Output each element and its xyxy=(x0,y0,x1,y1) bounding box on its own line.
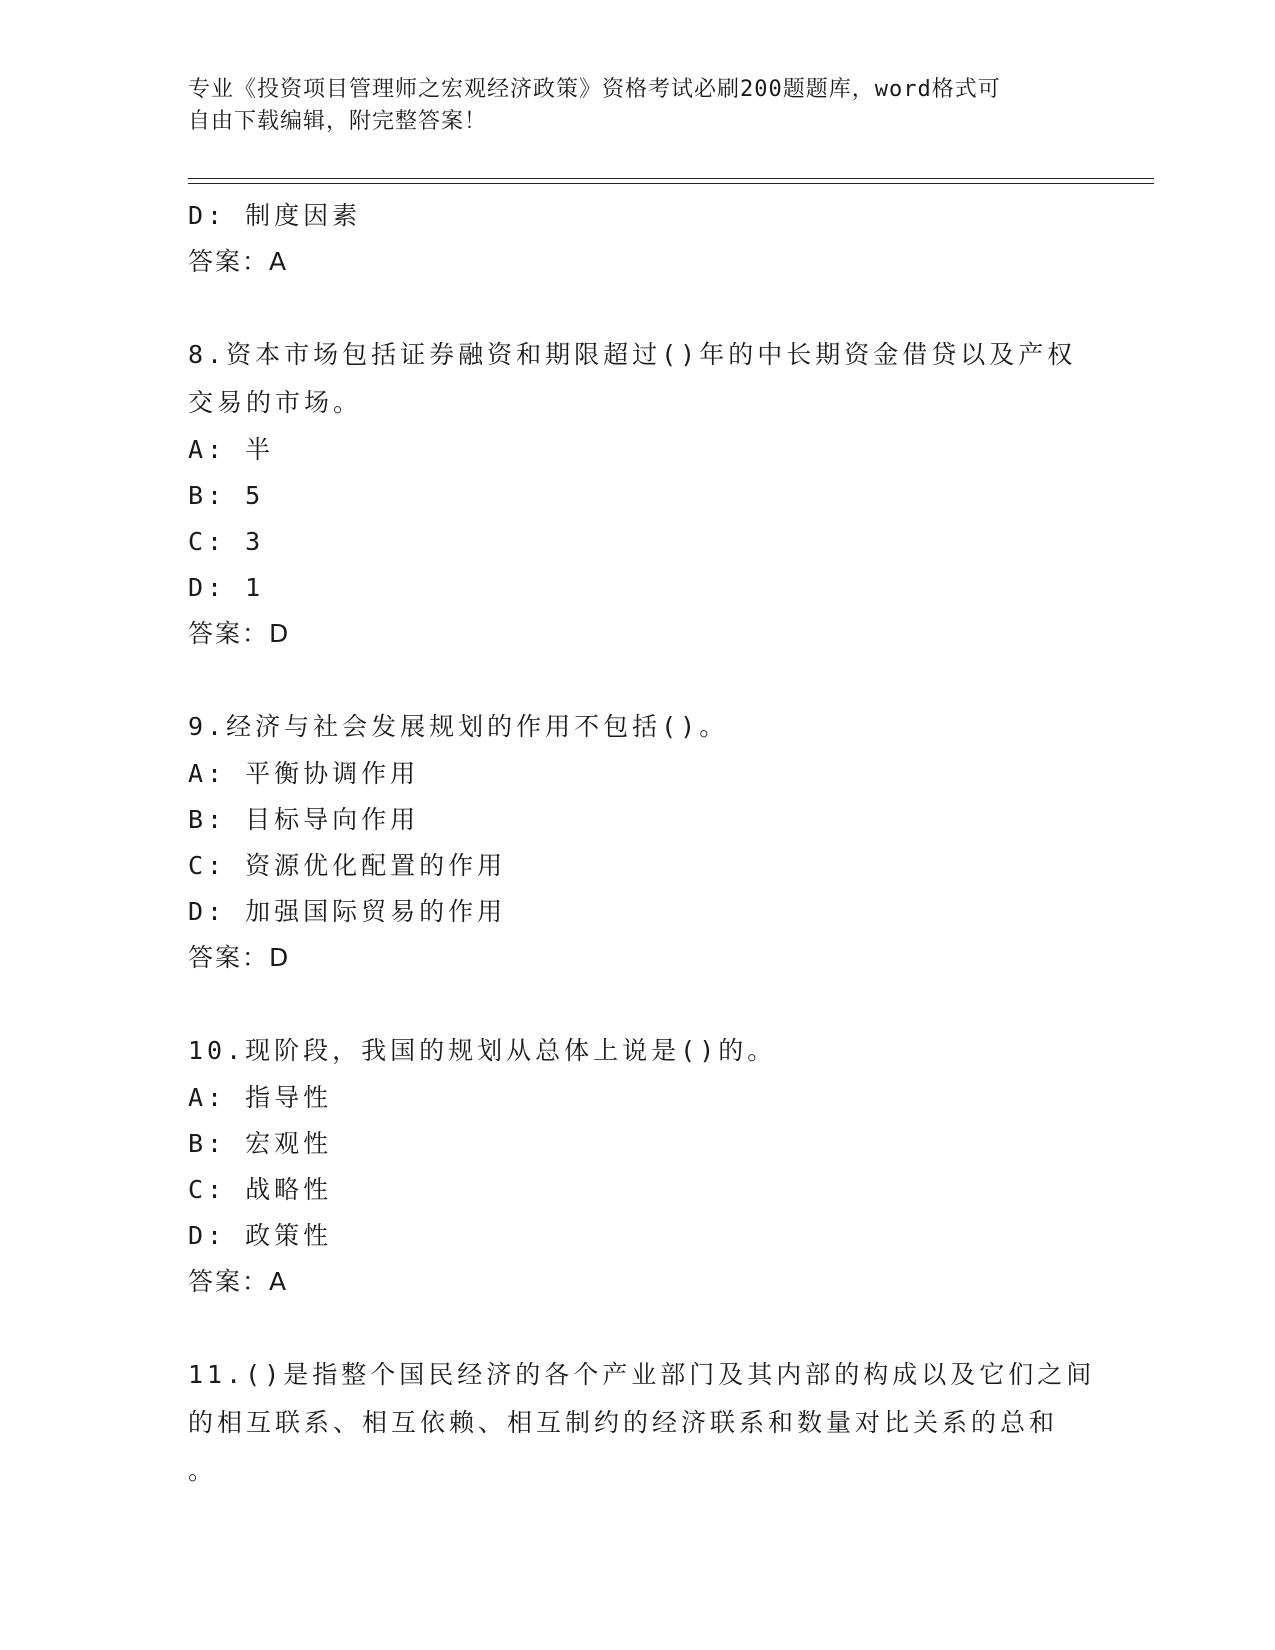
question-stem-line: 9.经济与社会发展规划的作用不包括()。 xyxy=(188,712,729,741)
option-a: A: 半 xyxy=(188,435,275,464)
question-stem-line: 8.资本市场包括证券融资和期限超过()年的中长期资金借贷以及产权 xyxy=(188,340,1077,369)
option-b: B: 宏观性 xyxy=(188,1129,333,1158)
answer-line: 答案：D xyxy=(188,943,291,972)
answer-line: 答案：A xyxy=(188,247,289,276)
question-11 xyxy=(188,1351,1096,1495)
option-a: A: 平衡协调作用 xyxy=(188,759,420,788)
option-b: B: 5 xyxy=(188,481,265,510)
answer-line: 答案：A xyxy=(188,1267,289,1296)
question-10 xyxy=(188,1027,1088,1305)
question-9 xyxy=(188,703,1088,981)
spacer xyxy=(188,285,1088,331)
option-c: C: 战略性 xyxy=(188,1175,333,1204)
question-stem-line: 交易的市场。 xyxy=(188,388,363,417)
option-d: D: 政策性 xyxy=(188,1221,333,1250)
option-a: A: 指导性 xyxy=(188,1083,333,1112)
page-header xyxy=(188,74,1068,138)
option-c: C: 资源优化配置的作用 xyxy=(188,851,507,880)
spacer xyxy=(188,981,1088,1027)
option-c: C: 3 xyxy=(188,527,265,556)
answer-line: 答案：D xyxy=(188,619,291,648)
option-d: D: 加强国际贸易的作用 xyxy=(188,897,507,926)
option-d: D: 1 xyxy=(188,573,265,602)
question-stem-line: 。 xyxy=(188,1456,218,1485)
option-d: D: 制度因素 xyxy=(188,201,362,230)
question-content xyxy=(188,193,1096,1495)
header-divider xyxy=(188,178,1154,184)
header-line-1: 专业《投资项目管理师之宏观经济政策》资格考试必刷200题题库，word格式可 xyxy=(188,77,1001,102)
question-stem-line: 的相互联系、相互依赖、相互制约的经济联系和数量对比关系的总和 xyxy=(188,1408,1059,1437)
question-stem-line: 11.()是指整个国民经济的各个产业部门及其内部的构成以及它们之间 xyxy=(188,1360,1096,1389)
option-b: B: 目标导向作用 xyxy=(188,805,420,834)
header-line-2: 自由下载编辑，附完整答案！ xyxy=(188,109,488,134)
question-8 xyxy=(188,331,1088,657)
spacer xyxy=(188,657,1088,703)
question-stem-line: 10.现阶段，我国的规划从总体上说是()的。 xyxy=(188,1036,777,1065)
spacer xyxy=(188,1305,1088,1351)
